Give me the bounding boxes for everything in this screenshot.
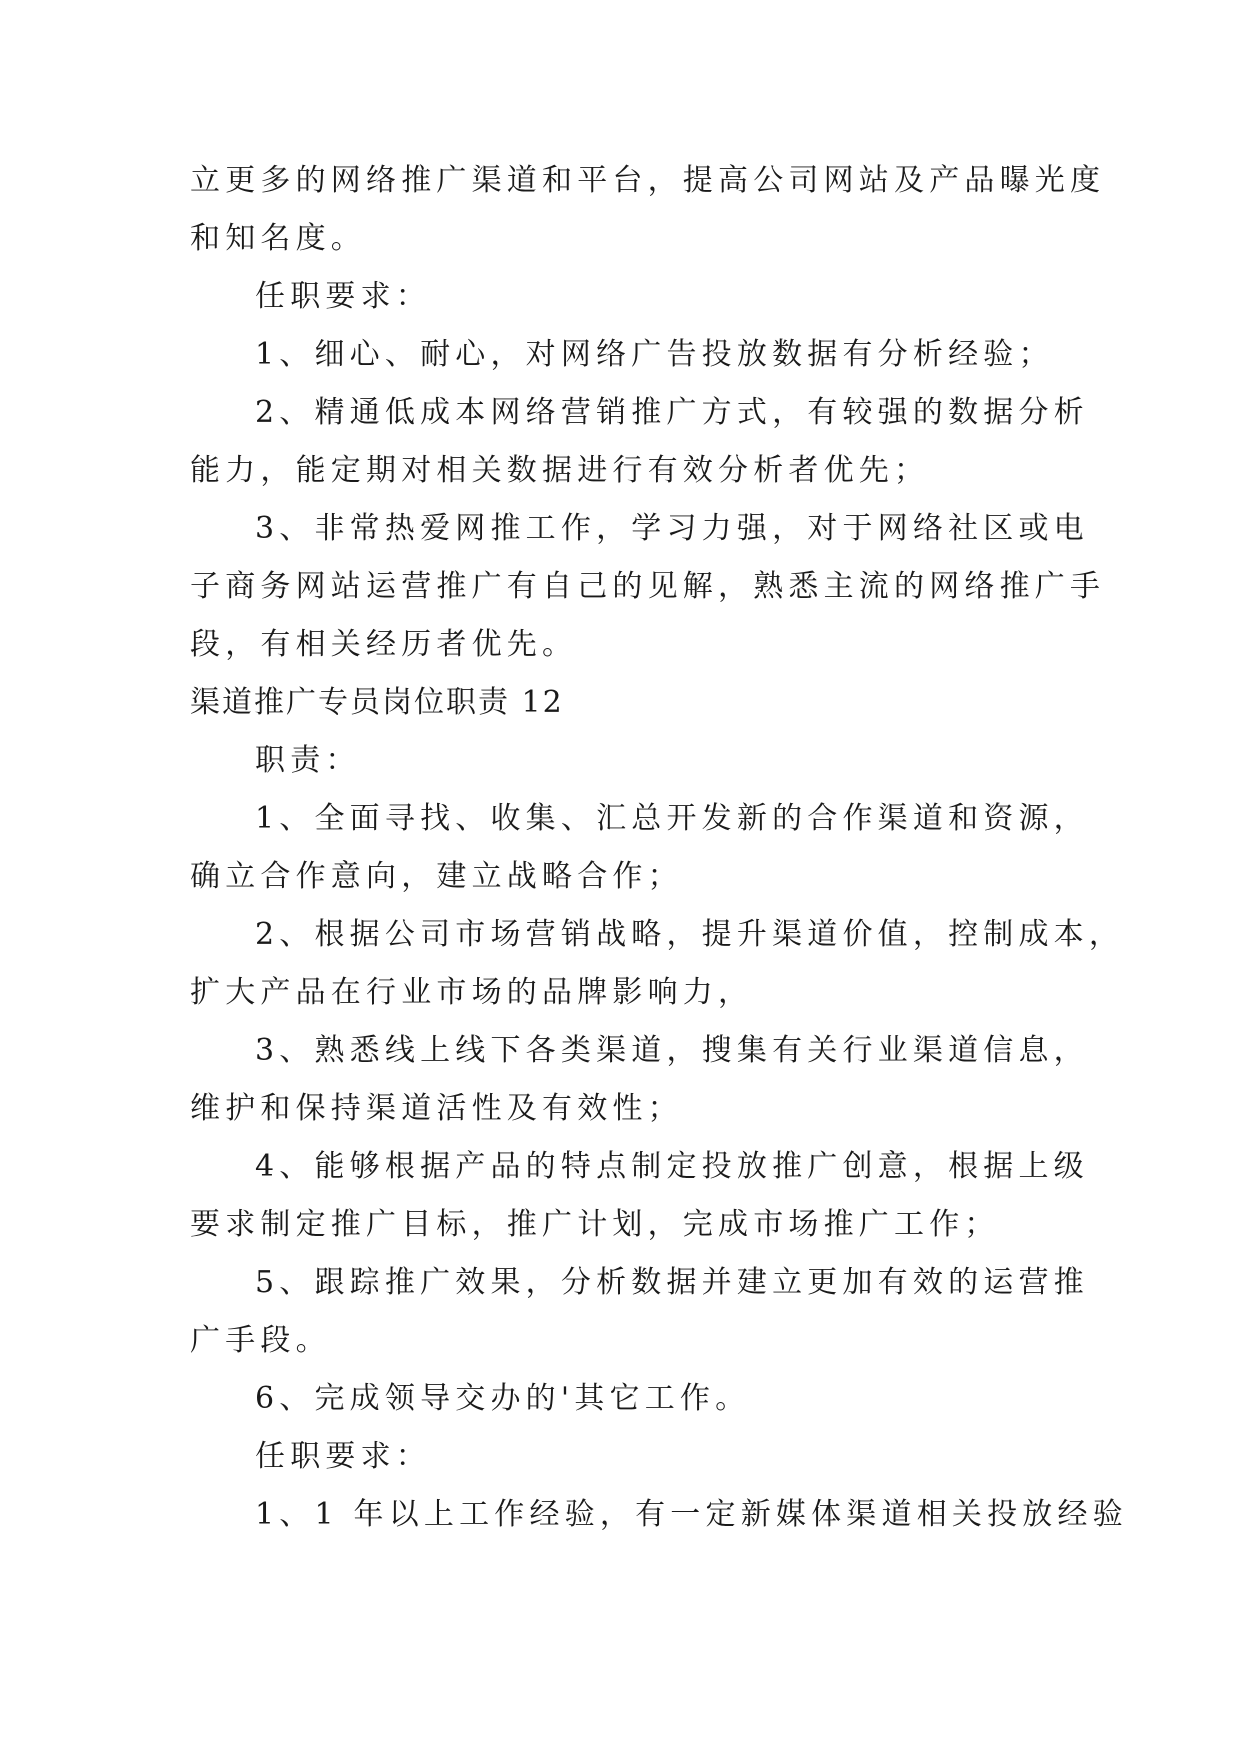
list-item: 2、精通低成本网络营销推广方式，有较强的数据分析 [255,395,1089,430]
list-item: 3、熟悉线上线下各类渠道，搜集有关行业渠道信息， [255,1033,1089,1068]
paragraph-line: 确立合作意向，建立战略合作； [190,859,683,894]
list-item: 3、非常热爱网推工作，学习力强，对于网络社区或电 [255,511,1089,546]
section-heading: 渠道推广专员岗位职责 12 [190,685,564,720]
paragraph-line: 立更多的网络推广渠道和平台，提高公司网站及产品曝光度 [190,163,1106,198]
paragraph-line: 广手段。 [190,1323,331,1358]
section-label-duties: 职责： [255,743,361,778]
list-item: 6、完成领导交办的'其它工作。 [255,1381,751,1416]
paragraph-line: 子商务网站运营推广有自己的见解，熟悉主流的网络推广手 [190,569,1106,604]
list-item: 1、1 年以上工作经验，有一定新媒体渠道相关投放经验 [255,1497,1128,1532]
section-label-requirements: 任职要求： [255,1439,431,1474]
paragraph-line: 和知名度。 [190,221,366,256]
paragraph-line: 维护和保持渠道活性及有效性； [190,1091,683,1126]
list-item: 5、跟踪推广效果，分析数据并建立更加有效的运营推 [255,1265,1089,1300]
paragraph-line: 段，有相关经历者优先。 [190,627,578,662]
list-item: 4、能够根据产品的特点制定投放推广创意，根据上级 [255,1149,1089,1184]
paragraph-line: 扩大产品在行业市场的品牌影响力， [190,975,754,1010]
document-page [190,152,1128,1544]
list-item: 2、根据公司市场营销战略，提升渠道价值，控制成本， [255,917,1125,952]
paragraph-line: 要求制定推广目标，推广计划，完成市场推广工作； [190,1207,1000,1242]
section-label-requirements: 任职要求： [255,279,431,314]
list-item: 1、细心、耐心，对网络广告投放数据有分析经验； [255,337,1054,372]
list-item: 1、全面寻找、收集、汇总开发新的合作渠道和资源， [255,801,1089,836]
paragraph-line: 能力，能定期对相关数据进行有效分析者优先； [190,453,930,488]
